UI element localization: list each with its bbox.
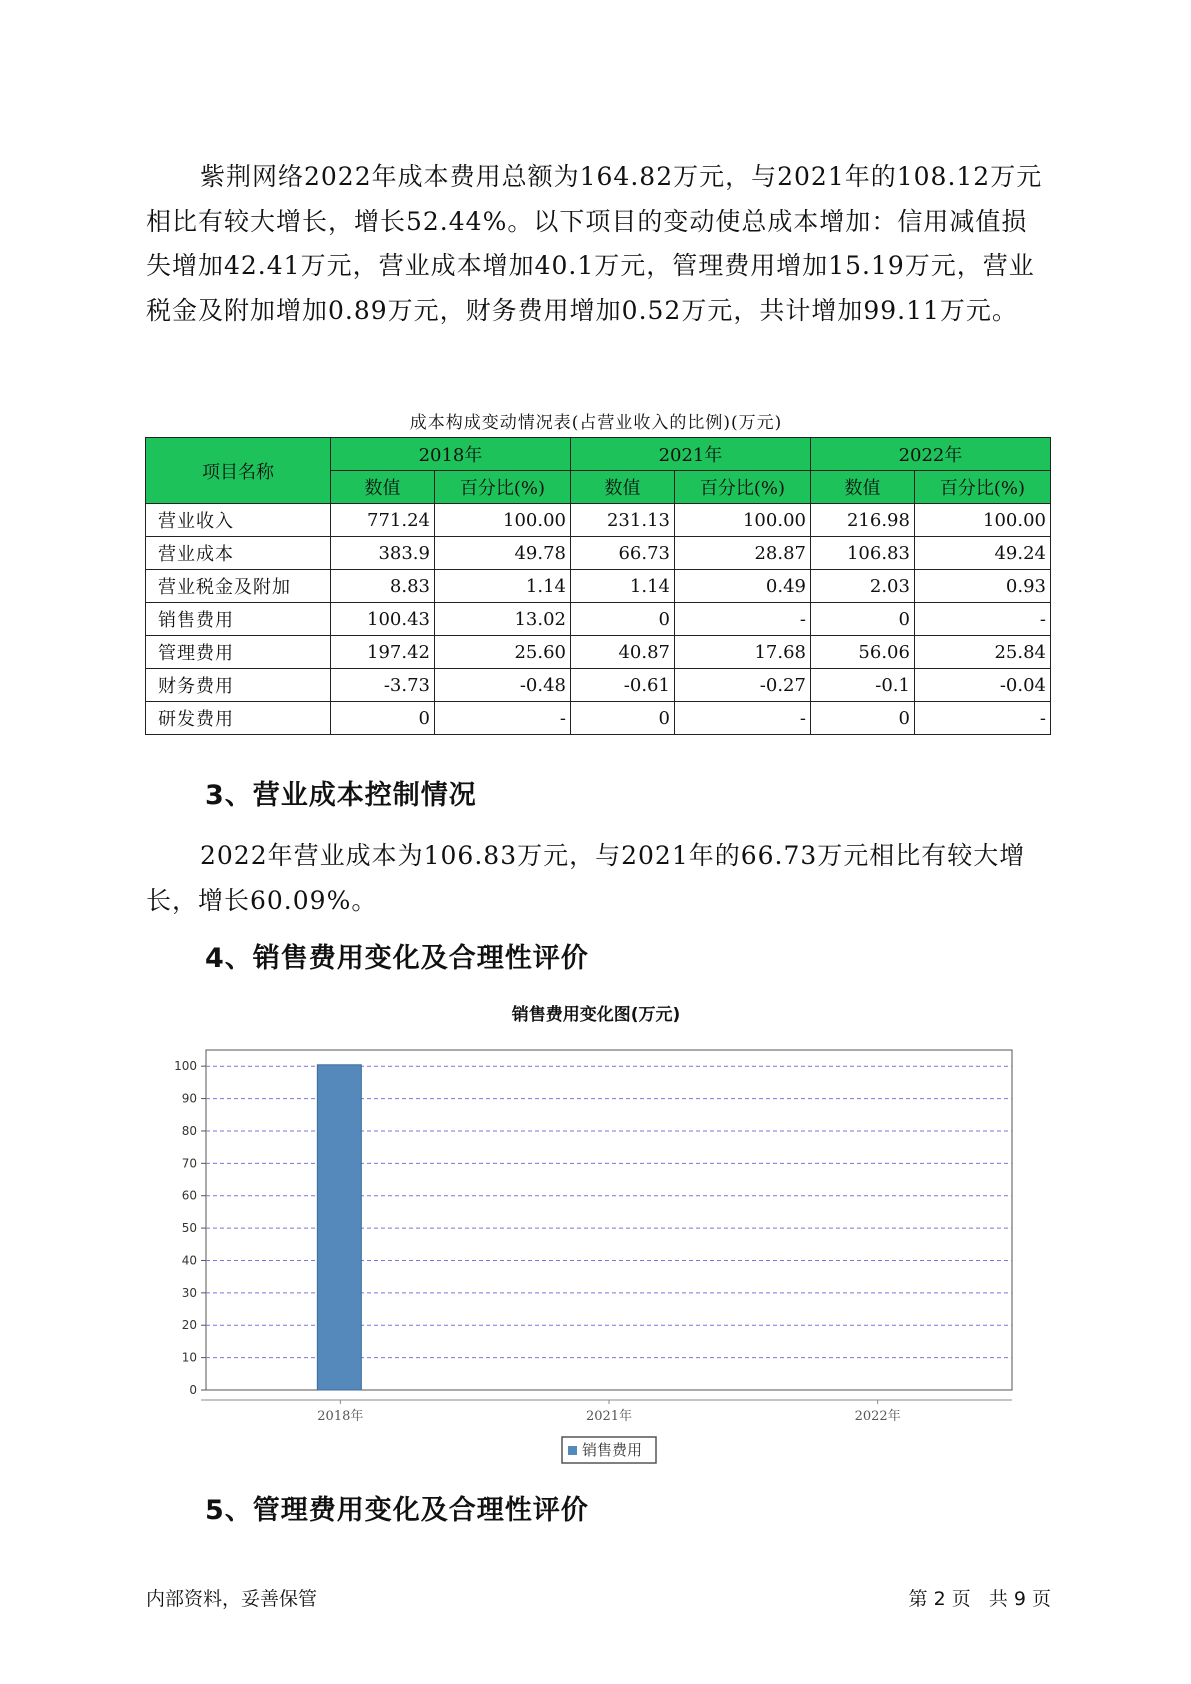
table-row [146,603,1051,636]
cell-percent: - [914,603,1050,636]
section3-paragraph: 2022年营业成本为106.83万元，与2021年的66.73万元相比有较大增长，增长60.09%。 [146,841,1026,915]
y-tick-label: 90 [181,1091,197,1106]
row-label: 营业收入 [146,504,331,537]
bar-2018年 [317,1065,361,1390]
y-tick-label: 70 [181,1156,197,1171]
y-tick-label: 0 [189,1383,197,1397]
cell-value: 66.73 [570,537,674,570]
cell-value: -0.61 [570,669,674,702]
cell-percent: 100.00 [674,504,810,537]
intro-paragraph: 紫荆网络2022年成本费用总额为164.82万元，与2021年的108.12万元相比有较大增长，增长52.44%。以下项目的变动使总成本增加：信用减值损失增加42.41万元，营业成本增加40.1万元，管理费用增加15.19万元，营业税金及附加增加0.89万元，财务费用增加0.52万元，共计增加99.11万元。 [146,162,1043,325]
cell-percent: 100.00 [434,504,570,537]
table-row [146,702,1051,735]
cost-structure-table [145,437,1051,735]
cell-value: 8.83 [331,570,435,603]
cell-percent: 25.84 [914,636,1050,669]
cell-percent: 13.02 [434,603,570,636]
table-row [146,570,1051,603]
cell-value: 106.83 [810,537,914,570]
table-row [146,636,1051,669]
cell-percent: 100.00 [914,504,1050,537]
table-subheader-percent: 百分比(%) [914,471,1050,504]
table-row [146,669,1051,702]
y-tick-label: 20 [181,1318,197,1333]
section4-heading: 4、销售费用变化及合理性评价 [205,943,589,974]
cell-percent: 1.14 [434,570,570,603]
cell-value: 2.03 [810,570,914,603]
cell-value: -0.1 [810,669,914,702]
table-subheader-percent: 百分比(%) [434,471,570,504]
x-tick-label: 2022年 [854,1409,901,1424]
row-label: 管理费用 [146,636,331,669]
cell-value: 197.42 [331,636,435,669]
y-tick-label: 10 [181,1350,197,1365]
footer-confidential: 内部资料，妥善保管 [146,1588,318,1610]
cell-percent: 25.60 [434,636,570,669]
row-label: 财务费用 [146,669,331,702]
cell-percent: 49.78 [434,537,570,570]
y-tick-label: 60 [181,1188,197,1203]
y-tick-label: 30 [181,1285,197,1300]
row-label: 营业成本 [146,537,331,570]
cell-percent: -0.04 [914,669,1050,702]
cell-value: 231.13 [570,504,674,537]
cell-value: 383.9 [331,537,435,570]
section5-heading: 5、管理费用变化及合理性评价 [205,1495,589,1526]
cell-percent: - [674,702,810,735]
row-label: 营业税金及附加 [146,570,331,603]
cell-percent: 49.24 [914,537,1050,570]
table-row [146,537,1051,570]
legend-label: 销售费用 [582,1441,643,1459]
table-row [146,504,1051,537]
cell-value: 0 [570,702,674,735]
table-subheader-percent: 百分比(%) [674,471,810,504]
legend-swatch [568,1446,577,1455]
y-tick-label: 100 [174,1059,197,1074]
cell-percent: 0.49 [674,570,810,603]
cell-value: 0 [331,702,435,735]
cell-value: 1.14 [570,570,674,603]
table-subheader-value: 数值 [331,471,435,504]
cell-percent: -0.27 [674,669,810,702]
table-title: 成本构成变动情况表(占营业收入的比例)(万元) [409,413,783,433]
cell-percent: 17.68 [674,636,810,669]
cell-value: 0 [810,603,914,636]
cell-percent: - [434,702,570,735]
y-tick-label: 80 [181,1123,197,1138]
cell-percent: 0.93 [914,570,1050,603]
table-header-year: 2018年 [331,438,571,471]
table-header-name: 项目名称 [146,438,331,504]
cell-value: 0 [570,603,674,636]
table-subheader-value: 数值 [570,471,674,504]
x-tick-label: 2018年 [317,1409,364,1424]
table-header-year: 2021年 [570,438,810,471]
cell-percent: - [914,702,1050,735]
cell-percent: - [674,603,810,636]
cell-value: 0 [810,702,914,735]
y-tick-label: 40 [181,1253,197,1268]
cell-value: 40.87 [570,636,674,669]
cell-value: 56.06 [810,636,914,669]
table-body [146,504,1051,735]
chart-title: 销售费用变化图(万元) [511,1005,681,1025]
row-label: 销售费用 [146,603,331,636]
x-tick-label: 2021年 [585,1409,633,1424]
cell-value: 216.98 [810,504,914,537]
cell-value: 100.43 [331,603,435,636]
section3-heading: 3、营业成本控制情况 [205,780,477,811]
row-label: 研发费用 [146,702,331,735]
table-subheader-value: 数值 [810,471,914,504]
footer-page-number: 第 2 页 共 9 页 [908,1588,1051,1610]
cell-percent: -0.48 [434,669,570,702]
sales-expense-chart [160,1030,1030,1470]
table-header-year: 2022年 [810,438,1050,471]
cell-percent: 28.87 [674,537,810,570]
y-tick-label: 50 [181,1221,197,1236]
cell-value: 771.24 [331,504,435,537]
cell-value: -3.73 [331,669,435,702]
